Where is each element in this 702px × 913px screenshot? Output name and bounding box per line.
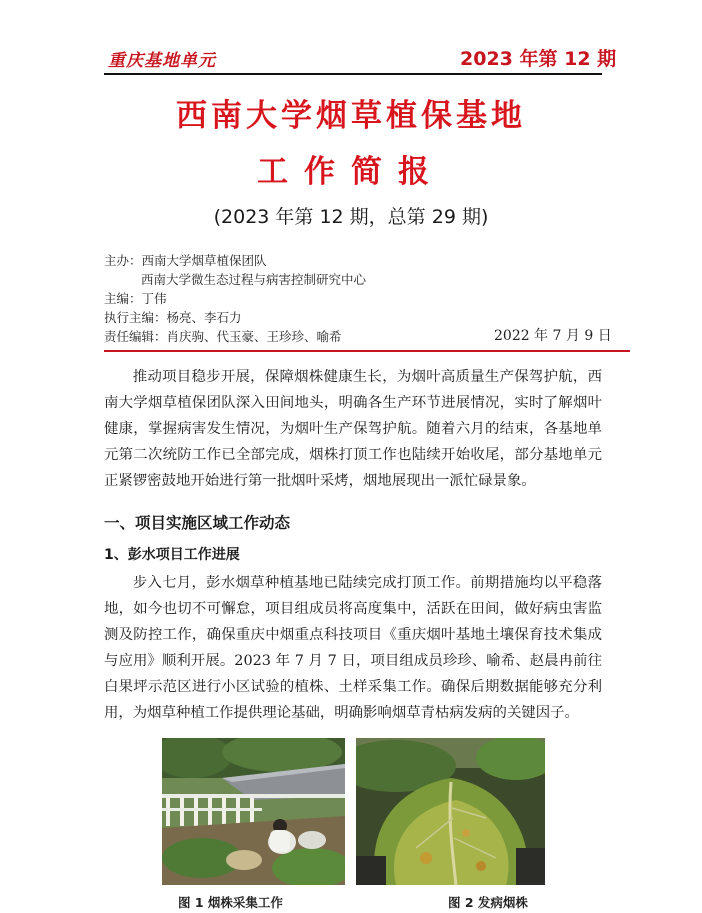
editor: 主编：丁伟 [104,291,167,306]
page-title: 西南大学烟草植保基地 [176,98,526,134]
figure-1-caption: 图 1 烟株采集工作 [178,895,283,910]
header-unit: 重庆基地单元 [108,51,216,71]
issue-number: (2023 年第 12 期，总第 29 期) [213,206,489,228]
subsection-paragraph: 步入七月，彭水烟草种植基地已陆续完成打顶工作。前期措施均以平稳落地，如今也切不可懈怠，项目组成员将高度集中，活跃在田间，做好病虫害监测及防控工作，确保重庆中烟重点科技项目《重庆烟叶基地土壤保育技术集成与应用》顺利开展。2023 年 7 月 7 日，项目组成员珍珍、喻希、赵晨冉前往白果坪示范区进行小区试验的植株、土样采集工作。确保后期数据能够充分利用，为烟草种植工作提供理论基础，明确影响烟草青枯病发病的关键因子。 [104,575,602,721]
sponsor-line-1: 主办：西南大学烟草植保团队 [104,253,267,268]
page-subtitle: 工作简报 [257,154,445,190]
header-rule [104,73,602,75]
executive-editors: 执行主编：杨亮、李石力 [104,310,242,325]
intro-paragraph: 推动项目稳步开展，保障烟株健康生长，为烟叶高质量生产保驾护航，西南大学烟草植保团队深入田间地头，明确各生产环节进展情况，实时了解烟叶健康，掌握病害发生情况，为烟叶生产保驾护航。随着六月的结束，各基地单元第二次统防工作已全部完成，烟株打顶工作也陆续开始收尾，部分基地单元正紧锣密鼓地开始进行第一批烟叶采烤，烟地展现出一派忙碌景象。 [104,369,602,489]
header-issue: 2023 年第 12 期 [460,48,617,70]
figure-2-caption: 图 2 发病烟株 [448,895,528,910]
sponsor-line-2: 西南大学微生态过程与病害控制研究中心 [141,272,367,287]
publish-date: 2022 年 7 月 9 日 [494,328,612,344]
red-divider [104,350,630,352]
figure-2-photo [356,738,545,885]
figure-1-photo [162,738,345,885]
section-heading: 一、项目实施区域工作动态 [104,514,291,532]
responsible-editors: 责任编辑：肖庆驹、代玉豪、王珍珍、喻希 [104,329,342,344]
subsection-heading: 1、彭水项目工作进展 [104,547,240,563]
